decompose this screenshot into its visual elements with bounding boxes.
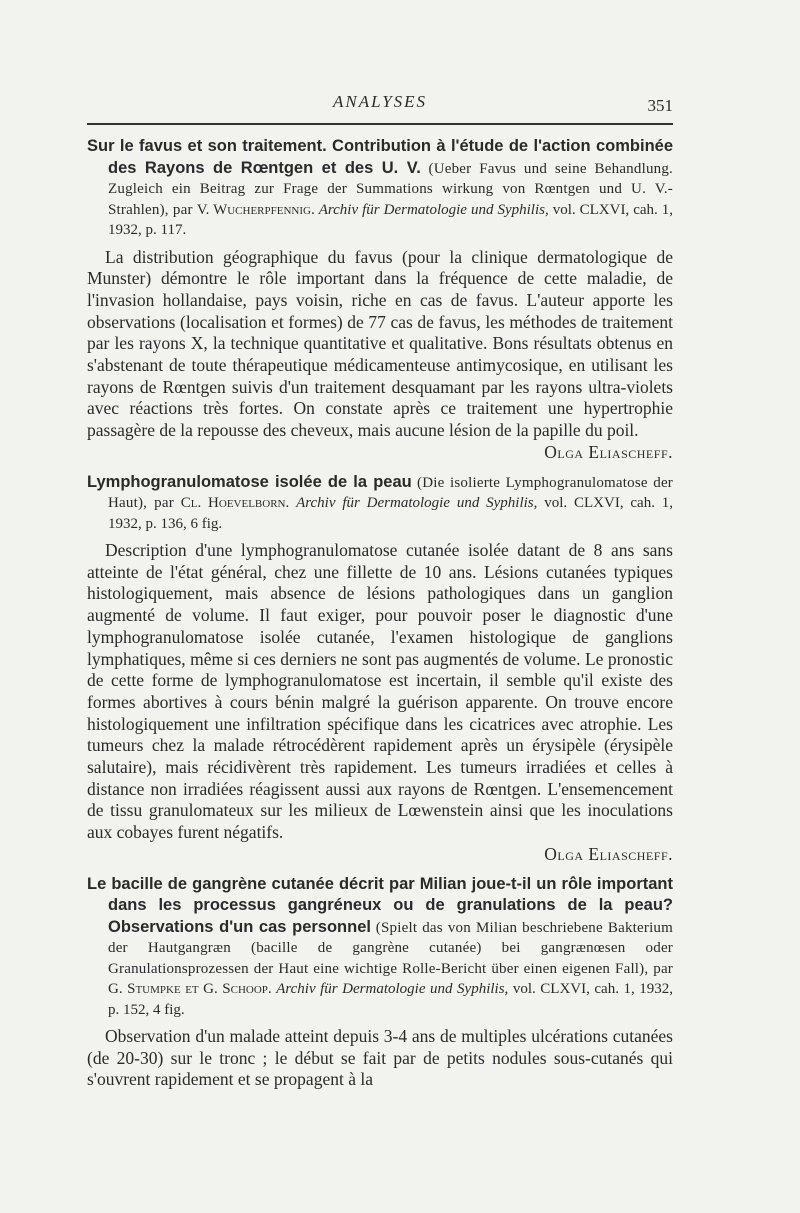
abstract	[87, 247, 673, 464]
journal: Archiv für Dermatologie und Syphilis,	[318, 201, 549, 218]
original-title: (Spielt das von Milian beschriebene Bakterium der Hautgangræn (bacille de gangrène cutanée) bei gangrænœsen oder Granulationsprozessen der Haut eine wichtige Rolle-Bericht über einen eigenen Fall), par	[108, 919, 673, 977]
reviewer-signature: Olga Eliascheff.	[544, 843, 673, 864]
review-entry	[87, 874, 673, 1092]
citation: vol. CLXVI, cah. 1, 1932, p. 152, 4 fig.	[108, 981, 673, 1018]
journal: Archiv für Dermatologie und Syphilis,	[296, 495, 538, 512]
review-entry	[87, 472, 673, 866]
original-title: (Die isolierte Lymphogranulomatose der Haut), par	[108, 474, 673, 512]
reviewer-signature: Olga Eliascheff.	[544, 441, 673, 462]
author: G. Stumpke et G. Schoop.	[108, 981, 272, 998]
abstract-text: Description d'une lymphogranulomatose cutanée isolée datant de 8 ans sans atteinte de l'état général, chez une fillette de 10 ans. Lésions cutanées typiques histologiquement, mais absence de lésions pathologiques dans un ganglion augmenté de volume. Il faut exiger, pour pouvoir poser le diagnostic d'une lymphogranulomatose isolée cutanée, l'examen histologique de ganglions lymphatiques, même si ces derniers ne sont pas augmentés de volume. Le pronostic de cette forme de lymphogranulomatose est incertain, il semble qu'il existe des formes abortives à cours bénin malgré la guérison apparente. On trouve encore histologiquement une infiltration spécifique dans les cicatrices avec atrophie. Les tumeurs chez la malade rétrocédèrent rapidement après un érysipèle (érysipèle salutaire), mais récidivèrent très rapidement. Les tumeurs irradiées et celles à distance non irradiées réagissent aussi aux rayons de Rœntgen. L'ensemencement de tissu granulomateux sur les milieux de Lœwenstein ainsi que les inoculations aux cobayes furent négatifs.	[87, 540, 673, 843]
running-title: ANALYSES	[332, 92, 428, 111]
running-header	[87, 90, 673, 126]
reference	[87, 874, 673, 1021]
review-list	[87, 136, 673, 1091]
journal: Archiv für Dermatologie und Syphilis,	[276, 981, 509, 998]
article-title: Le bacille de gangrène cutanée décrit par Milian joue-t-il un rôle important dans les processus gangréneux ou de granulations de la peau? Observations d'un cas personnel	[87, 874, 673, 936]
header-rule	[87, 123, 673, 125]
abstract-text: Observation d'un malade atteint depuis 3-4 ans de multiples ulcérations cutanées (de 20-30) sur le tronc ; le début se fait par de petits nodules sous-cutanés qui s'ouvrent rapidement et se propagent à la	[87, 1026, 673, 1090]
reference	[87, 136, 673, 241]
abstract-text: La distribution géographique du favus (pour la clinique dermatologique de Munster) démontre le rôle important dans la fréquence de cette maladie, de l'invasion hollandaise, pays voisin, riche en cas de favus. L'auteur apporte les observations (localisation et formes) de 77 cas de favus, les méthodes de traitement par les rayons X, la technique quantitative et qualitative. Bons résultats obtenus en s'abstenant de toute thérapeutique médicamenteuse antimycosique, en utilisant les rayons de Rœntgen suivis d'un traitement desquamant par les rayons ultra-violets avec réactions très fortes. On constate après ce traitement une hypertrophie passagère de la repousse des cheveux, mais aucune lésion de la papille du poil.	[87, 246, 673, 441]
citation: vol. CLXVI, cah. 1, 1932, p. 136, 6 fig.	[108, 495, 674, 532]
article-title: Lymphogranulomatose isolée de la peau	[87, 472, 412, 491]
citation: vol. CLXVI, cah. 1, 1932, p. 117.	[108, 201, 674, 238]
author: V. Wucherpfennig.	[196, 201, 315, 218]
abstract	[87, 540, 673, 866]
reference	[87, 472, 673, 535]
review-entry	[87, 136, 673, 464]
article-title: Sur le favus et son traitement. Contribution à l'étude de l'action combinée des Rayons de Rœntgen et des U. V.	[87, 137, 673, 177]
abstract	[87, 1026, 673, 1091]
page-number: 351	[647, 96, 673, 115]
original-title: (Ueber Favus und seine Behandlung. Zugleich ein Beitrag zur Frage der Summations wirkung von Rœntgen und U. V.-Strahlen), par	[108, 160, 673, 218]
author: Cl. Hoevelborn.	[180, 495, 290, 512]
